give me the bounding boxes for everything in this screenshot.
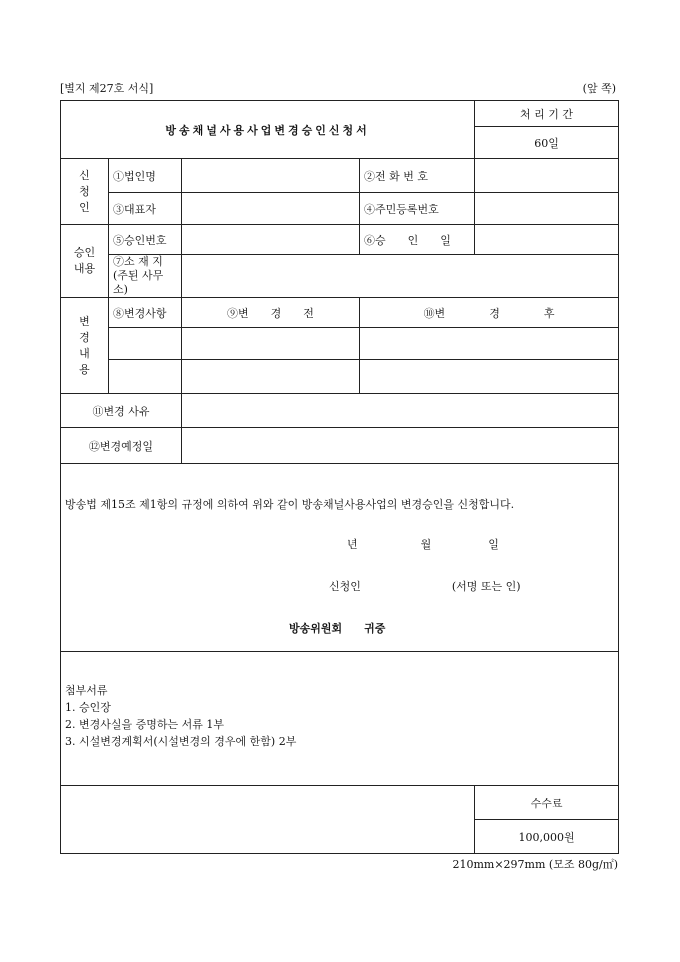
- planned-date-label: ⑫변경예정일: [61, 428, 182, 464]
- day-label: 일: [488, 538, 499, 551]
- processing-period-label: 처 리 기 간: [475, 101, 619, 127]
- year-label: 년: [347, 538, 358, 551]
- approval-date-field[interactable]: [475, 225, 619, 255]
- application-form-table: [60, 100, 619, 854]
- recipient: 방송위원회 귀중: [289, 622, 386, 635]
- signature-line: [329, 578, 618, 594]
- page-side-label: (앞 쪽): [582, 82, 616, 95]
- signature-hint: (서명 또는 인): [451, 580, 521, 593]
- after-change-label: ⑩변 경 후: [360, 298, 619, 328]
- applicant-label: 신청인: [329, 580, 361, 593]
- paper-size-note: 210mm×297mm (모조 80g/㎡): [452, 858, 618, 871]
- corp-name-label: ①법인명: [109, 159, 182, 193]
- attachment-item: 1. 승인장: [65, 701, 111, 714]
- representative-label: ③대표자: [109, 193, 182, 225]
- planned-date-field[interactable]: [182, 428, 619, 464]
- attachments-section: [61, 652, 619, 786]
- before-change-field[interactable]: [182, 328, 360, 360]
- change-item-label: ⑧변경사항: [109, 298, 182, 328]
- approval-no-field[interactable]: [182, 225, 360, 255]
- representative-field[interactable]: [182, 193, 360, 225]
- before-change-field[interactable]: [182, 360, 360, 394]
- fee-label: 수수료: [475, 786, 619, 820]
- resident-no-field[interactable]: [475, 193, 619, 225]
- corp-name-field[interactable]: [182, 159, 360, 193]
- change-reason-field[interactable]: [182, 394, 619, 428]
- applicant-section-label: 신 청 인: [61, 159, 109, 225]
- phone-field[interactable]: [475, 159, 619, 193]
- after-change-field[interactable]: [360, 360, 619, 394]
- change-section-label: 변 경 내 용: [61, 298, 109, 394]
- resident-no-label: ④주민등록번호: [360, 193, 475, 225]
- location-field[interactable]: [182, 255, 619, 298]
- form-number: [별지 제27호 서식]: [60, 82, 154, 95]
- declaration-section: [61, 464, 619, 652]
- approval-section-label: 승인 내용: [61, 225, 109, 298]
- date-line: [347, 536, 618, 552]
- after-change-field[interactable]: [360, 328, 619, 360]
- attachment-item: 2. 변경사실을 증명하는 서류 1부: [65, 718, 224, 731]
- month-label: 월: [420, 538, 432, 551]
- form-title: 방송채널사용사업변경승인신청서: [61, 101, 475, 159]
- phone-label: ②전 화 번 호: [360, 159, 475, 193]
- fee-blank-area: [61, 786, 475, 854]
- change-item-field[interactable]: [109, 360, 182, 394]
- processing-period-value: 60일: [475, 127, 619, 159]
- attachments-title: 첨부서류: [65, 684, 108, 697]
- before-change-label: ⑨변 경 전: [182, 298, 360, 328]
- approval-no-label: ⑤승인번호: [109, 225, 182, 255]
- attachment-item: 3. 시설변경계획서(시설변경의 경우에 한함) 2부: [65, 735, 297, 748]
- declaration-statement: 방송법 제15조 제1항의 규정에 의하여 위와 같이 방송채널사용사업의 변경승인을 신청합니다.: [65, 498, 515, 511]
- fee-value: 100,000원: [475, 820, 619, 854]
- change-reason-label: ⑪변경 사유: [61, 394, 182, 428]
- location-label: ⑦소 재 지 (주된 사무소): [109, 255, 182, 298]
- approval-date-label: ⑥승 인 일: [360, 225, 475, 255]
- change-item-field[interactable]: [109, 328, 182, 360]
